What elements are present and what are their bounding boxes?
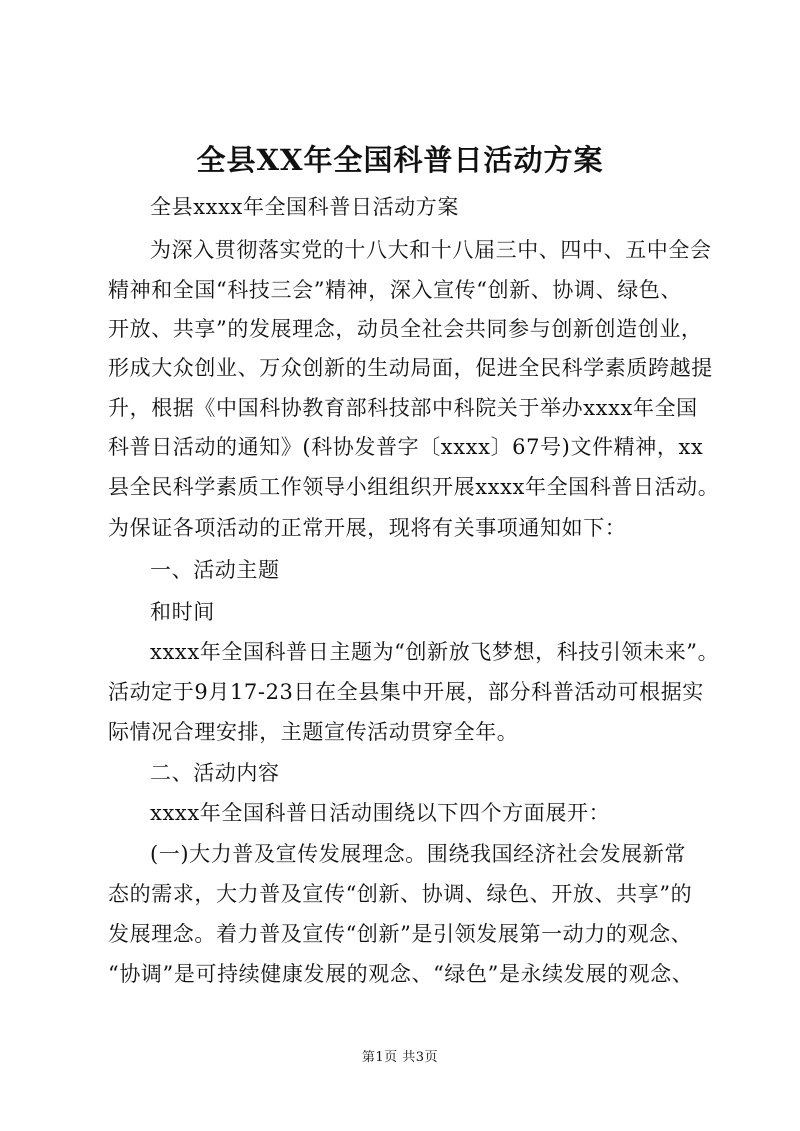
page-indicator: 第1页 共3页 bbox=[361, 1050, 439, 1065]
doc-line-subtitle: 全县xxxx年全国科普日活动方案 bbox=[150, 195, 459, 219]
doc-line: 发展理念。着力普及宣传“创新”是引领发展第一动力的观念、 bbox=[108, 922, 693, 946]
doc-line: 活动定于9月17-23日在全县集中开展，部分科普活动可根据实 bbox=[108, 680, 704, 704]
doc-line: “协调”是可持续健康发展的观念、“绿色”是永续发展的观念、 bbox=[108, 962, 694, 986]
document-title: 全县XX年全国科普日活动方案 bbox=[196, 143, 604, 177]
doc-line: 开放、共享”的发展理念，动员全社会共同参与创新创造创业， bbox=[108, 317, 703, 341]
section-heading-continued: 和时间 bbox=[150, 600, 215, 624]
section-heading: 二、活动内容 bbox=[150, 761, 280, 785]
subsection-line: (一)大力普及宣传发展理念。围绕我国经济社会发展新常 bbox=[150, 842, 686, 866]
doc-line: 际情况合理安排，主题宣传活动贯穿全年。 bbox=[108, 720, 519, 744]
doc-line: 升，根据《中国科协教育部科技部中科院关于举办xxxx年全国 bbox=[108, 396, 698, 420]
doc-line: 态的需求，大力普及宣传“创新、协调、绿色、开放、共享”的 bbox=[108, 882, 693, 906]
section-heading: 一、活动主题 bbox=[150, 558, 280, 582]
doc-line: 为深入贯彻落实党的十八大和十八届三中、四中、五中全会 bbox=[150, 238, 712, 262]
doc-line: 县全民科学素质工作领导小组组织开展xxxx年全国科普日活动。 bbox=[108, 475, 720, 499]
doc-line: 形成大众创业、万众创新的生动局面，促进全民科学素质跨越提 bbox=[108, 356, 713, 380]
doc-line: xxxx年全国科普日活动围绕以下四个方面展开： bbox=[150, 801, 611, 825]
doc-line: 精神和全国“科技三会”精神，深入宣传“创新、协调、绿色、 bbox=[108, 278, 683, 302]
doc-line: 为保证各项活动的正常开展，现将有关事项通知如下： bbox=[108, 516, 627, 540]
doc-line: xxxx年全国科普日主题为“创新放飞梦想，科技引领未来”。 bbox=[150, 640, 720, 664]
doc-line: 科普日活动的通知》(科协发普字〔xxxx〕67号)文件精神，xx bbox=[108, 435, 704, 459]
